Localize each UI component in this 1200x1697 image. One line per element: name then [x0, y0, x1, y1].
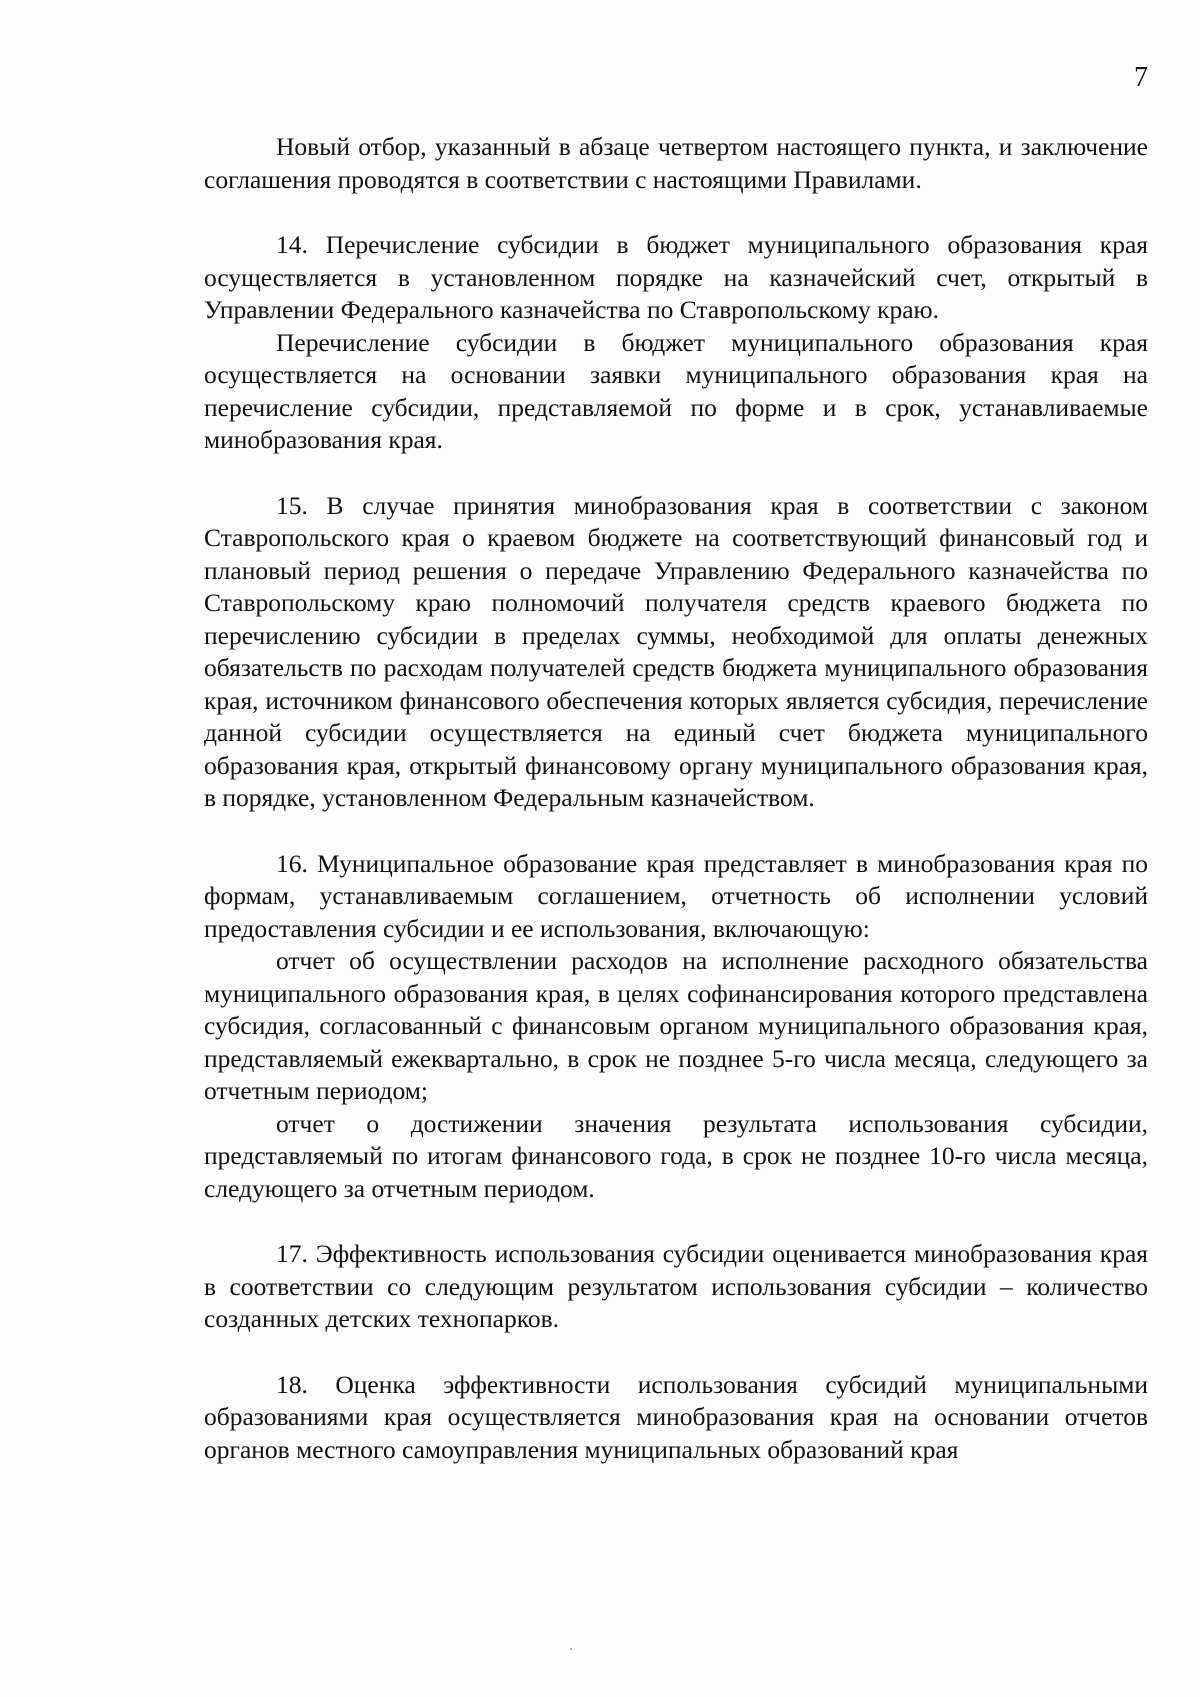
scan-artifact-dot [570, 1648, 572, 1650]
paragraph-18: 18. Оценка эффективности использования субсидий муниципальными образованиями края осуществляется минобразования края на основании отчетов органов местного самоуправления муниципальных образований края [204, 1369, 1148, 1464]
paragraph-17: 17. Эффективность использования субсидии оценивается минобразования края в соответствии со следующим результатом использования субсидии – количество созданных детских технопарков. [204, 1239, 1148, 1333]
document-body [204, 131, 1148, 1466]
page-number: 7 [1134, 62, 1148, 93]
paragraph-16-report-expenses: отчет об осуществлении расходов на исполнение расходного обязательства муниципального образования края, в целях софинансирования которого представлена субсидия, согласованный с финансовым органом муниципального образования края, представляемый ежеквартально, в срок не позднее 5-го числа месяца, следующего за отчетным периодом; [204, 946, 1148, 1105]
paragraph-13-tail: Новый отбор, указанный в абзаце четвертом настоящего пункта, и заключение соглашения проводятся в соответствии с настоящими Правилами. [204, 132, 1148, 194]
paragraph-14: 14. Перечисление субсидии в бюджет муниципального образования края осуществляется в установленном порядке на казначейский счет, открытый в Управлении Федерального казначейства по Ставропольскому краю. [204, 230, 1148, 324]
paragraph-16-report-results: отчет о достижении значения результата использования субсидии, представляемый по итогам финансового года, в срок не позднее 10-го числа месяца, следующего за отчетным периодом. [204, 1108, 1148, 1203]
paragraph-14-continued: Перечисление субсидии в бюджет муниципального образования края осуществляется на основании заявки муниципального образования края на перечисление субсидии, представляемой по форме и в срок, устанавливаемые минобразования края. [204, 327, 1148, 454]
paragraph-16: 16. Муниципальное образование края представляет в минобразования края по формам, устанавливаемым соглашением, отчетность об исполнении условий предоставления субсидии и ее использования, включающую: [204, 848, 1148, 943]
paragraph-15: 15. В случае принятия минобразования края в соответствии с законом Ставропольского края о краевом бюджете на соответствующий финансовый год и плановый период решения о передаче Управлению Федерального казначейства по Ставропольскому краю полномочий получателя средств краевого бюджета по перечислению субсидии в пределах суммы, необходимой для оплаты денежных обязательств по расходам получателей средств бюджета муниципального образования края, источником финансового обеспечения которых является субсидия, перечисление данной субсидии осуществляется на единый счет бюджета муниципального образования края, открытый финансовому органу муниципального образования края, в порядке, установленном Федеральным казначейством. [204, 490, 1148, 812]
